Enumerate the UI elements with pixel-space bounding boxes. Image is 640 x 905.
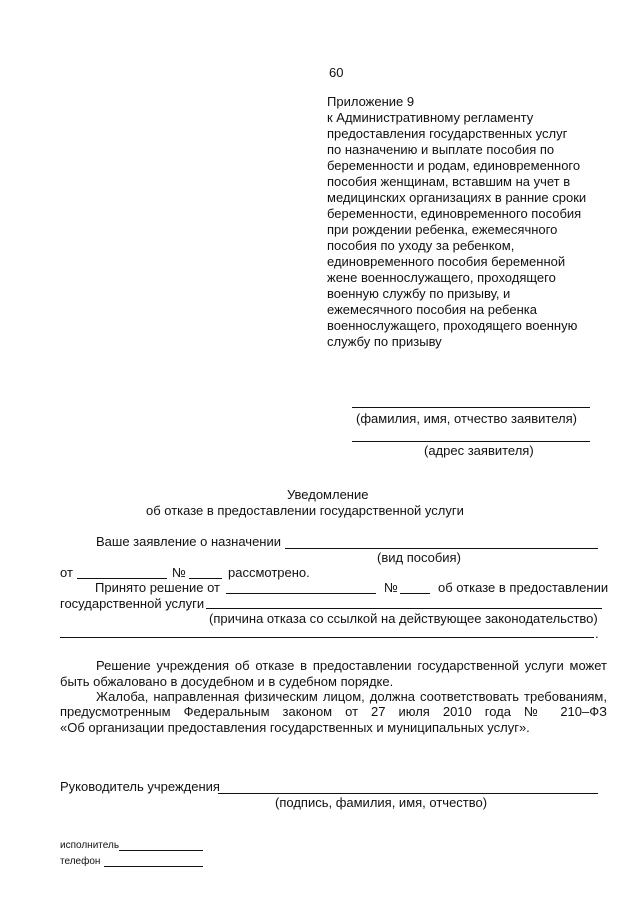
appendix-title: Приложение 9 [327, 94, 415, 109]
number-label: № [172, 565, 186, 580]
appendix-line: предоставления государственных услуг [327, 126, 568, 141]
notice-title: Уведомление [287, 487, 369, 502]
reason-caption: (причина отказа со ссылкой на действующее законодательство) [209, 611, 598, 626]
application-label: Ваше заявление о назначении [96, 534, 282, 549]
refusal-label: об отказе в предоставлении [438, 580, 609, 595]
applicant-address-caption: (адрес заявителя) [424, 443, 534, 458]
from-label: от [60, 565, 73, 580]
head-label: Руководитель учреждения [60, 779, 220, 794]
from-date-line [77, 578, 167, 579]
appendix-line: единовременного пособия беременной [327, 254, 566, 269]
notice-subtitle: об отказе в предоставлении государственной услуги [146, 503, 464, 518]
appendix-line: жене военнослужащего, проходящего [327, 270, 556, 285]
appendix-line: пособия по уходу за ребенком, [327, 238, 515, 253]
applicant-name-line [352, 407, 590, 408]
appendix-line: при рождении ребенка, ежемесячного [327, 222, 558, 237]
decision-label: Принято решение от [95, 580, 221, 595]
appendix-line: по назначению и выплате пособия по [327, 142, 555, 157]
appendix-line: медицинских организациях в ранние сроки [327, 190, 587, 205]
appendix-line: военнослужащего, проходящего военную [327, 318, 578, 333]
reviewed-label: рассмотрено. [228, 565, 310, 580]
applicant-address-line [352, 441, 590, 442]
appendix-line: пособия женщинам, вставшим на учет в [327, 174, 571, 189]
number-line [189, 578, 222, 579]
paragraph-2-line-3: «Об организации предоставления государственных и муниципальных услуг». [60, 720, 530, 735]
service-label: государственной услуги [60, 596, 205, 611]
reason-extra-line [60, 637, 594, 638]
benefit-type-caption: (вид пособия) [377, 550, 461, 565]
decision-number-label: № [384, 580, 398, 595]
page-number: 60 [329, 65, 344, 80]
appendix-block [327, 94, 586, 350]
appendix-line: ежемесячного пособия на ребенка [327, 302, 537, 317]
executor-line [119, 850, 203, 851]
appendix-line: службу по призыву [327, 334, 442, 349]
phone-label: телефон [60, 856, 101, 867]
signature-caption: (подпись, фамилия, имя, отчество) [275, 795, 488, 810]
paragraph-2-line-1: Жалоба, направленная физическим лицом, должна соответствовать требованиям, [96, 689, 607, 704]
appendix-line: к Административному регламенту [327, 110, 534, 125]
end-period: . [595, 626, 599, 641]
paragraph-1-line-1: Решение учреждения об отказе в предоставлении государственной услуги может [96, 658, 607, 673]
benefit-type-line [285, 548, 598, 549]
executor-label: исполнитель [60, 840, 120, 851]
appendix-line: беременности, единовременного пособия [327, 206, 582, 221]
decision-date-line [226, 593, 376, 594]
applicant-name-caption: (фамилия, имя, отчество заявителя) [356, 411, 577, 426]
phone-line [104, 866, 203, 867]
reason-line [206, 608, 602, 609]
decision-number-line [400, 593, 430, 594]
appendix-line: беременности и родам, единовременного [327, 158, 581, 173]
signature-line [218, 793, 598, 794]
paragraph-2-line-2: предусмотренным Федеральным законом от 27 июля 2010 года № 210–ФЗ [60, 704, 607, 719]
appendix-line: военную службу по призыву, и [327, 286, 511, 301]
paragraph-1-line-2: быть обжаловано в досудебном и в судебном порядке. [60, 674, 394, 689]
